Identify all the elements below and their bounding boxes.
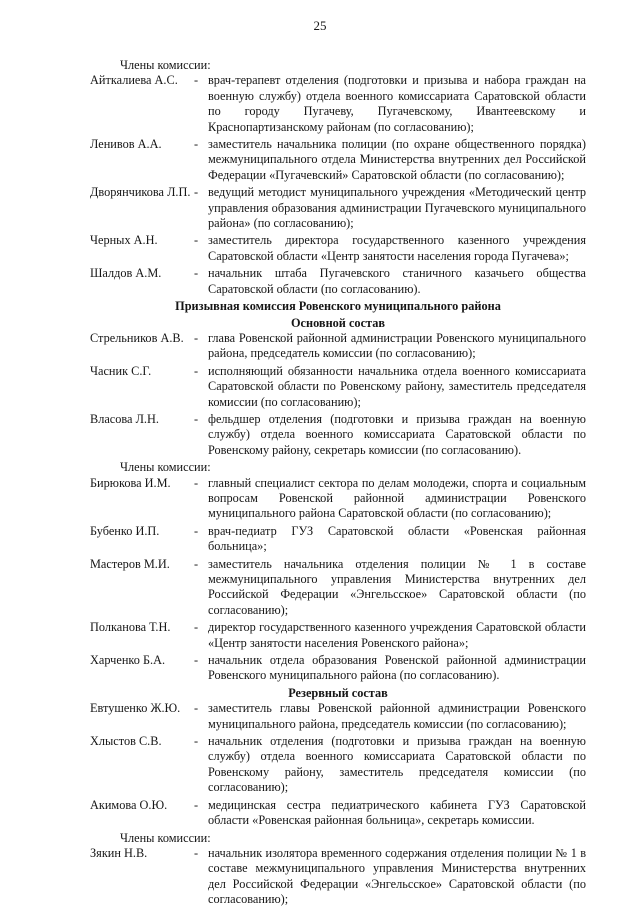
member-description: заместитель директора государственного казенного учреждения Саратовской области «Центр занятости населения города Пугачева»;	[208, 233, 586, 263]
member-entry	[90, 620, 586, 651]
member-description: начальник отдела образования Ровенской районной администрации Ровенского муниципального района (по согласованию).	[208, 653, 586, 683]
member-entry	[90, 412, 586, 458]
entry-dash: -	[194, 734, 199, 749]
member-description: заместитель начальника полиции (по охране общественного порядка) межмуниципального отдела Министерства внутренних дел Российской Федерации «Пугачевский» Саратовской области (по согласованию);	[208, 137, 586, 182]
member-description: начальник штаба Пугачевского станичного казачьего общества Саратовской области (по согласованию).	[208, 266, 586, 296]
member-name: Бирюкова И.М.	[90, 475, 171, 490]
member-description: глава Ровенской районной администрации Ровенского муниципального района, председатель комиссии (по согласованию);	[208, 330, 586, 361]
composition-subheading: Резервный состав	[288, 685, 388, 700]
member-entry	[90, 137, 586, 183]
member-name: Айткалиева А.С.	[90, 73, 178, 88]
entry-dash: -	[194, 653, 199, 668]
member-entry	[90, 233, 586, 264]
composition-subheading: Основной состав	[290, 315, 386, 330]
member-description: начальник отделения (подготовки и призыва граждан на военную службу) отдела военного комиссариата Саратовской области по Ровенскому району, заместитель председателя комиссии (по согласованию);	[208, 734, 586, 795]
member-name: Власова Л.Н.	[90, 411, 159, 426]
member-entry	[90, 701, 586, 732]
entry-dash: -	[194, 363, 199, 378]
member-entry	[90, 524, 586, 555]
entry-dash: -	[194, 475, 199, 490]
member-description: медицинская сестра педиатрического кабинета ГУЗ Саратовской области «Ровенская районная больница», секретарь комиссии.	[208, 797, 586, 828]
member-description: врач-педиатр ГУЗ Саратовской области «Ровенская районная больница»;	[208, 523, 586, 554]
member-description: главный специалист сектора по делам молодежи, спорта и социальным вопросам Ровенской районной администрации Ровенского муниципального района Саратовской области (по согласованию);	[208, 475, 586, 521]
entry-dash: -	[194, 845, 199, 860]
entry-dash: -	[194, 137, 199, 152]
member-description: ведущий методист муниципального учреждения «Методический центр управления образования администрации Пугачевского муниципального района» (по согласованию);	[208, 185, 586, 231]
member-name: Шалдов А.М.	[90, 266, 162, 281]
member-description: заместитель главы Ровенской районной администрации Ровенского муниципального района, председатель комиссии (по согласованию);	[208, 701, 586, 731]
member-entry	[90, 185, 586, 231]
section-label: Члены комиссии:	[120, 58, 211, 72]
member-name: Черных А.Н.	[90, 233, 158, 248]
member-name: Полканова Т.Н.	[90, 620, 171, 635]
member-entry	[90, 798, 586, 829]
member-name: Харченко Б.А.	[90, 653, 166, 668]
member-name: Часник С.Г.	[90, 363, 152, 378]
entry-dash: -	[194, 523, 199, 538]
member-entry	[90, 557, 586, 619]
entry-dash: -	[194, 330, 199, 345]
member-entry	[90, 266, 586, 297]
member-entry	[90, 331, 586, 362]
member-description: фельдшер отделения (подготовки и призыва граждан на военную службу) отдела военного комиссариата Саратовской области по Ровенскому району, секретарь комиссии (по согласованию).	[208, 411, 586, 457]
member-entry	[90, 653, 586, 684]
entry-dash: -	[194, 185, 199, 200]
member-name: Ленивов А.А.	[90, 137, 162, 152]
member-description: заместитель начальника отделения полиции № 1 в составе межмуниципального управления Министерства внутренних дел Российской Федерации «Энгельсское» Саратовской области (по согласованию);	[208, 556, 586, 617]
member-description: директор государственного казенного учреждения Саратовской области «Центр занятости населения Ровенского района»;	[208, 620, 586, 650]
member-name: Дворянчикова Л.П.	[90, 185, 191, 200]
commission-heading: Призывная комиссия Ровенского муниципального района	[175, 299, 501, 314]
entry-dash: -	[194, 266, 199, 281]
entry-dash: -	[194, 556, 199, 571]
member-entry	[90, 846, 586, 908]
entry-dash: -	[194, 73, 199, 88]
member-description: врач-терапевт отделения (подготовки и призыва и набора граждан на военную службу) отдела военного комиссариата Саратовской области по городу Пугачеву, Пугачевскому, Ивантеевскому и Краснопартизанскому районам (по согласованию);	[208, 73, 586, 134]
section-label: Члены комиссии:	[120, 460, 211, 475]
entry-dash: -	[194, 411, 199, 426]
section-label: Члены комиссии:	[120, 830, 211, 845]
entry-dash: -	[194, 701, 199, 716]
member-name: Хлыстов С.В.	[90, 734, 162, 749]
member-name: Бубенко И.П.	[90, 523, 160, 538]
page-number: 25	[313, 18, 327, 33]
member-description: исполняющий обязанности начальника отдела военного комиссариата Саратовской области по Ровенскому району, заместитель председателя комиссии (по согласованию);	[208, 363, 586, 409]
member-entry	[90, 734, 586, 796]
entry-dash: -	[194, 233, 199, 248]
member-name: Мастеров М.И.	[90, 556, 170, 571]
entry-dash: -	[194, 797, 199, 812]
member-name: Стрельников А.В.	[90, 330, 184, 345]
member-name: Зякин Н.В.	[90, 845, 148, 860]
member-name: Акимова О.Ю.	[90, 797, 168, 812]
document-body	[90, 56, 586, 910]
member-entry	[90, 364, 586, 410]
member-name: Евтушенко Ж.Ю.	[90, 701, 181, 716]
member-entry	[90, 476, 586, 522]
entry-dash: -	[194, 620, 199, 635]
member-description: начальник изолятора временного содержания отделения полиции № 1 в составе межмуниципального управления Министерства внутренних дел Российской Федерации «Энгельсское» Саратовской области (по согласованию);	[208, 845, 586, 907]
member-entry	[90, 73, 586, 135]
